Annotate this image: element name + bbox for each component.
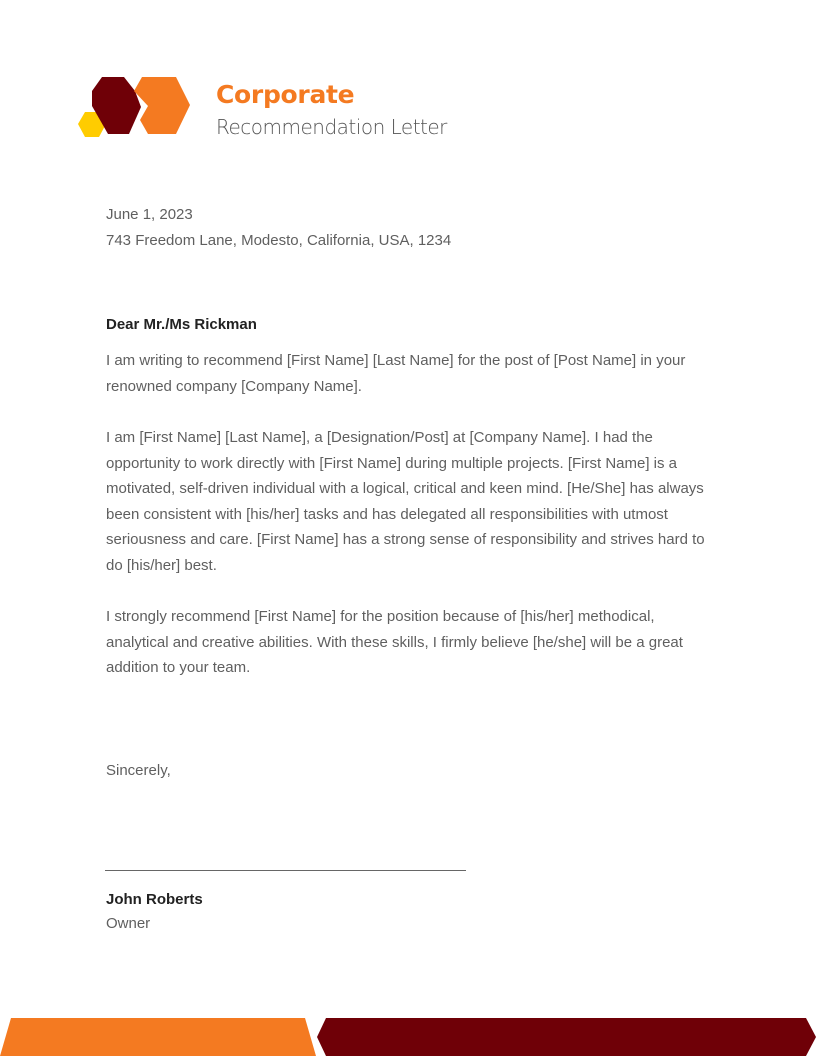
letter-closing: Sincerely, [106,762,171,779]
logo-orange-hexagon [134,77,190,134]
brand-title: Corporate [216,80,355,109]
hexagon-cluster-logo-icon [78,76,192,138]
paragraph-line: renowned company [Company Name]. [106,377,362,395]
footer-dark-red-segment [317,1018,816,1056]
paragraph-line: addition to your team. [106,659,251,677]
paragraph-line: do [his/her] best. [106,556,217,574]
footer-orange-segment [0,1018,316,1056]
footer-band [0,1018,816,1056]
signer-name: John Roberts [106,891,203,908]
paragraph-line: I am [First Name] [Last Name], a [Designation/Post] at [Company Name]. I had the [106,429,653,446]
paragraph-line: been consistent with [his/her] tasks and has delegated all responsibilities with utmost [106,505,668,523]
signature-line [105,870,466,871]
paragraph-line: I strongly recommend [First Name] for the position because of [his/her] methodical, [106,608,655,625]
paragraph-line: seriousness and care. [First Name] has a strong sense of responsibility and strives hard to [106,531,705,549]
letter-date: June 1, 2023 [106,206,193,223]
letter-paragraph [106,348,746,399]
signer-title: Owner [106,915,151,932]
letter-address: 743 Freedom Lane, Modesto, California, USA, 1234 [106,232,452,249]
paragraph-line: I am writing to recommend [First Name] [Last Name] for the post of [Post Name] in your [106,352,686,369]
paragraph-line: opportunity to work directly with [First Name] during multiple projects. [First Name] is a [106,454,678,472]
letter-salutation: Dear Mr./Ms Rickman [106,316,257,333]
letter-paragraph [106,425,746,579]
letter-paragraph [106,604,746,681]
paragraph-line: motivated, self-driven individual with a logical, critical and keen mind. [He/She] has always [106,480,704,498]
paragraph-line: analytical and creative abilities. With these skills, I firmly believe [he/she] will be a great [106,633,683,651]
brand-subtitle: Recommendation Letter [216,115,447,139]
